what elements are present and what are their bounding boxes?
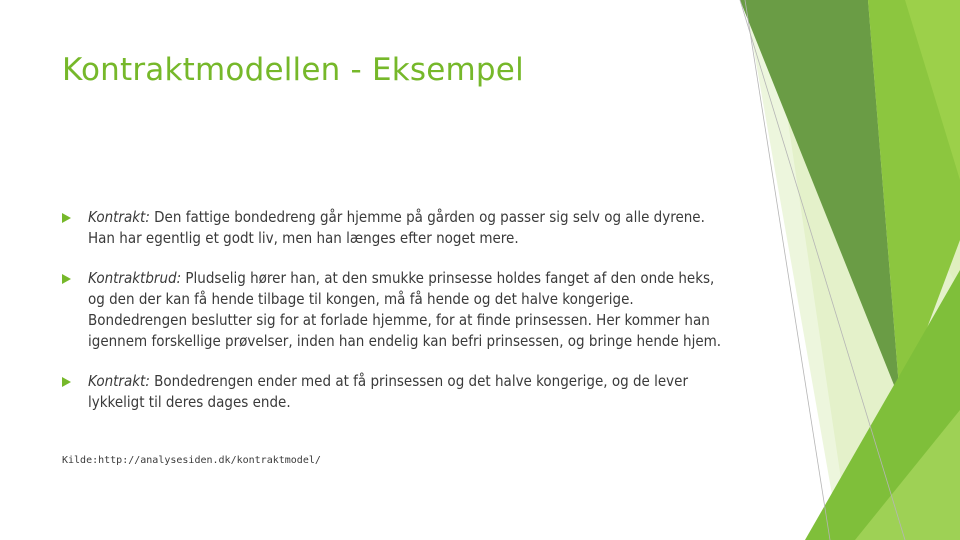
bullet-text: Pludselig hører han, at den smukke prinsesse holdes fanget af den onde heks, og den der kan få hende tilbage til kongen, må få hende og det halve kongerige. Bondedrengen beslutter sig for at forlade hjemme, for at finde prinsessen. Her kommer han igennem forskellige prøvelser, inden han endelig kan befri prinsessen, og bringe hende hjem.	[88, 269, 722, 350]
bullet-text: Bondedrengen ender med at få prinsessen og det halve kongerige, og de lever lykkeligt til deres dages ende.	[88, 372, 688, 411]
bullet-item-3	[62, 371, 732, 413]
bullet-item-1	[62, 207, 732, 249]
bullet-item-2	[62, 268, 732, 352]
bullet-term: Kontrakt:	[88, 208, 150, 226]
triangle-bullet-icon	[62, 213, 71, 223]
triangle-bullet-icon	[62, 274, 71, 284]
triangle-bullet-icon	[62, 377, 71, 387]
bullet-list	[62, 207, 732, 432]
source-citation: Kilde:http://analysesiden.dk/kontraktmodel/	[62, 455, 321, 466]
slide-title: Kontraktmodellen - Eksempel	[62, 52, 524, 88]
bullet-term: Kontrakt:	[88, 372, 150, 390]
bullet-text: Den fattige bondedreng går hjemme på gården og passer sig selv og alle dyrene. Han har egentlig et godt liv, men han længes efter noget mere.	[88, 208, 705, 247]
bullet-term: Kontraktbrud:	[88, 269, 182, 287]
